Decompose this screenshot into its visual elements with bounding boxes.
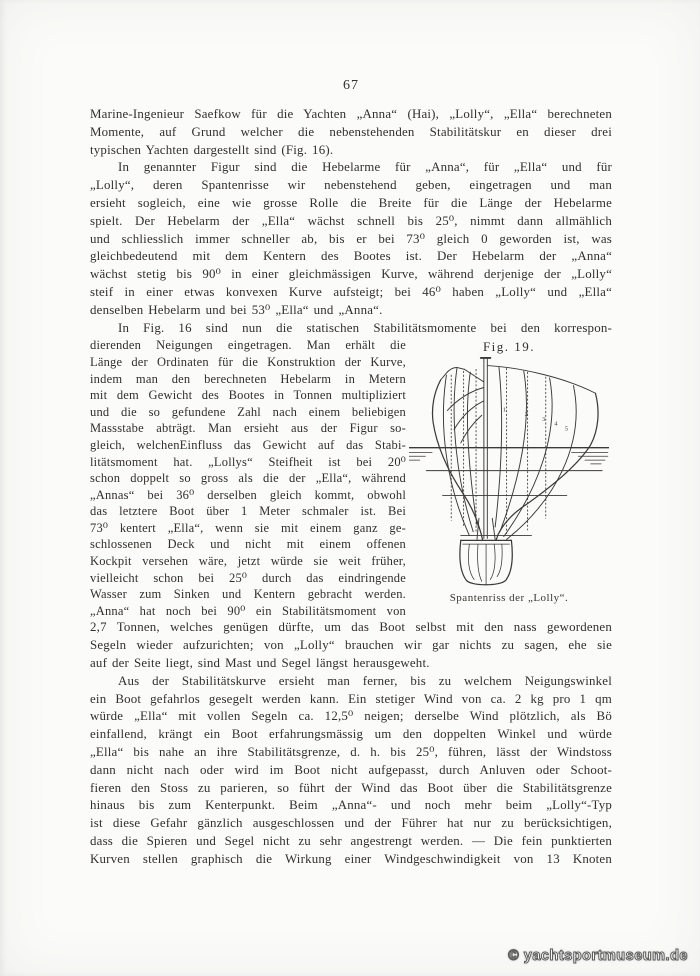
frame-number-label: 1 (502, 406, 506, 414)
text-line: schlossenen Deck und nicht mit einem offenen (90, 537, 406, 552)
paragraph-fig16-lead (90, 320, 612, 338)
text-line: mit dem Gewicht des Bootes in Tonnen multipliziert (90, 388, 406, 403)
paragraph-opening (90, 106, 612, 159)
text-line: gleich, welchenEinfluss das Gewicht auf das Stabi- (90, 437, 406, 452)
text-line: In genannter Figur sind die Hebelarme für „Anna“, für „Ella“ und für (118, 160, 612, 175)
spantenriss-hull-drawing (409, 356, 609, 590)
text-line: 73⁰ kentert „Ella“, wenn sie mit einem ganz ge- (90, 520, 406, 535)
text-line: Kurven stellen graphisch die Wirkung einer Windgeschwindigkeit von 13 Knoten (90, 851, 612, 866)
text-line: dann nicht nach oder wird im Boot nicht aufgepasst, durch Anluven oder Schoot- (90, 762, 612, 777)
text-line: und die so gefundene Zahl nach einem beliebigen (90, 404, 406, 419)
text-line: ersieht sogleich, eine wie grosse Rolle die Breite für die Länge der Hebelarme (90, 195, 612, 210)
dotted-station-lines (451, 369, 546, 534)
text-line: hinaus bis zum Kenterpunkt. Beim „Anna“- und noch mehr beim „Lolly“-Typ (90, 798, 612, 813)
text-line: „Anna“ hat noch bei 90⁰ ein Stabilitätsmoment von (90, 603, 406, 618)
text-line: vielleicht schon bei 25⁰ durch das eindringende (90, 570, 406, 585)
text-line: „Lolly“, deren Spantenrisse wir nebenstehend geben, eingetragen und man (90, 178, 612, 193)
text-line: 2,7 Tonnen, welches genügen dürfte, um das Boot selbst mit den nass gewordenen (90, 620, 612, 635)
text-line: Aus der Stabilitätskurve ersieht man ferner, bis zu welchem Neigungswinkel (118, 673, 612, 688)
text-line: Marine-Ingenieur Saefkow für die Yachten „Anna“ (Hai), „Lolly“, „Ella“ berechneten (90, 107, 612, 121)
frame-number-labels (503, 407, 568, 433)
text-line: würde „Ella“ mit vollen Segeln ca. 12,5⁰ neigen; derselbe Wind plötzlich, als Bö (90, 709, 612, 724)
text-line: und schliesslich immer schneller ab, bis er bei 73⁰ gleich 0 geworden ist, was (90, 231, 612, 246)
text-line: „Annas“ bei 36⁰ derselben gleich kommt, obwohl (90, 487, 406, 502)
frame-number-label: 2 (524, 411, 528, 419)
page-content (90, 106, 612, 869)
text-line: ein Boot gefahrlos gesegelt werden kann. Ein stetiger Wind von ca. 2 kg pro 1 qm (90, 691, 612, 706)
text-line: In Fig. 16 sind nun die statischen Stabilitätsmomente bei den korrespon- (118, 320, 612, 335)
frame-number-label: 4 (554, 421, 558, 429)
text-line: das letztere Boot über 1 Meter schmaler ist. Bei (90, 504, 406, 519)
text-line: Wasser zum Sinken und Kentern gebracht werden. (90, 587, 406, 602)
text-line: „Ella“ bis nahe an ihre Stabilitätsgrenze, d. h. bis 25⁰, führen, lässt der Windstoss (90, 745, 612, 760)
text-line: Massstabe abträgt. Man ersieht aus der Figur so- (90, 421, 406, 436)
text-line: auf der Seite liegt, sind Mast und Segel längst herausgeweht. (90, 656, 430, 671)
text-line: schon doppelt so gross als die der „Ella“, während (90, 471, 406, 486)
text-line: fieren den Stoss zu parieren, so führt der Wind das Boot über die Stabilitätsgrenze (90, 780, 612, 795)
text-line: gleichbedeutend mit dem Kentern des Bootes ist. Der Hebelarm der „Anna“ (90, 249, 612, 264)
text-line: denselben Hebelarm und bei 53⁰ „Ella“ und „Anna“. (90, 302, 383, 317)
text-line: einfallend, krängt ein Boot erfahrungsmässig um den doppelten Winkel und würde (90, 727, 612, 742)
text-line: Segeln wieder aufzurichten; von „Lolly“ brauchen wir gar nichts zu sagen, ehe sie (90, 638, 612, 653)
text-line: ist diese Gefahr gänzlich ausgeschlossen und der Führer hat nur zu berücksichtigen, (90, 816, 612, 831)
text-line: indem man den berechneten Hebelarm in Metern (90, 371, 406, 386)
text-line: Länge der Ordinaten für die Konstruktion der Kurve, (90, 354, 406, 369)
figure-caption: Spantenriss der „Lolly“. (449, 592, 569, 605)
frame-number-label: 3 (541, 416, 546, 424)
paragraph-stabilitaetskurve (90, 673, 612, 869)
frame-number-label: 5 (564, 425, 568, 433)
text-line: spielt. Der Hebelarm der „Ella“ wächst schnell bis 25⁰, nimmt dann allmählich (90, 213, 612, 228)
bulb-keel (460, 541, 512, 585)
text-line: wächst stetig bis 90⁰ in einer gleichmässigen Kurve, während derjenige der „Lolly“ (90, 267, 612, 282)
watermark: © yachtsportmuseum.de (508, 948, 688, 964)
paragraph-hebelarme (90, 159, 612, 319)
figure-19 (406, 337, 612, 604)
text-line: typischen Yachten dargestellt sind (Fig. 16). (90, 142, 334, 157)
paragraph-beside-figure (90, 337, 406, 619)
paragraph-tonnen (90, 619, 612, 672)
text-line: Kockpit versehen wäre, jetzt würde sie weit früher, (90, 554, 406, 569)
text-line: steif in einer etwas konvexen Kurve aufsteigt; bei 46⁰ haben „Lolly“ und „Ella“ (90, 284, 612, 299)
text-line: Momente, auf Grund welcher die nebenstehenden Stabilitätskur en dieser drei (90, 124, 612, 139)
figure-title: Fig. 19. (482, 339, 536, 355)
water-hatching (409, 453, 608, 464)
page-number: 67 (343, 78, 359, 93)
text-line: litätsmoment hat. „Lollys“ Steifheit ist bei 20⁰ (90, 454, 406, 469)
text-line: dierenden Neigungen eingetragen. Man erhält die (90, 338, 406, 353)
text-line: dass die Spieren und Segel nicht zu sehr angestrengt werden. — Die fein punktierten (90, 834, 612, 849)
text-figure-row (90, 337, 612, 619)
